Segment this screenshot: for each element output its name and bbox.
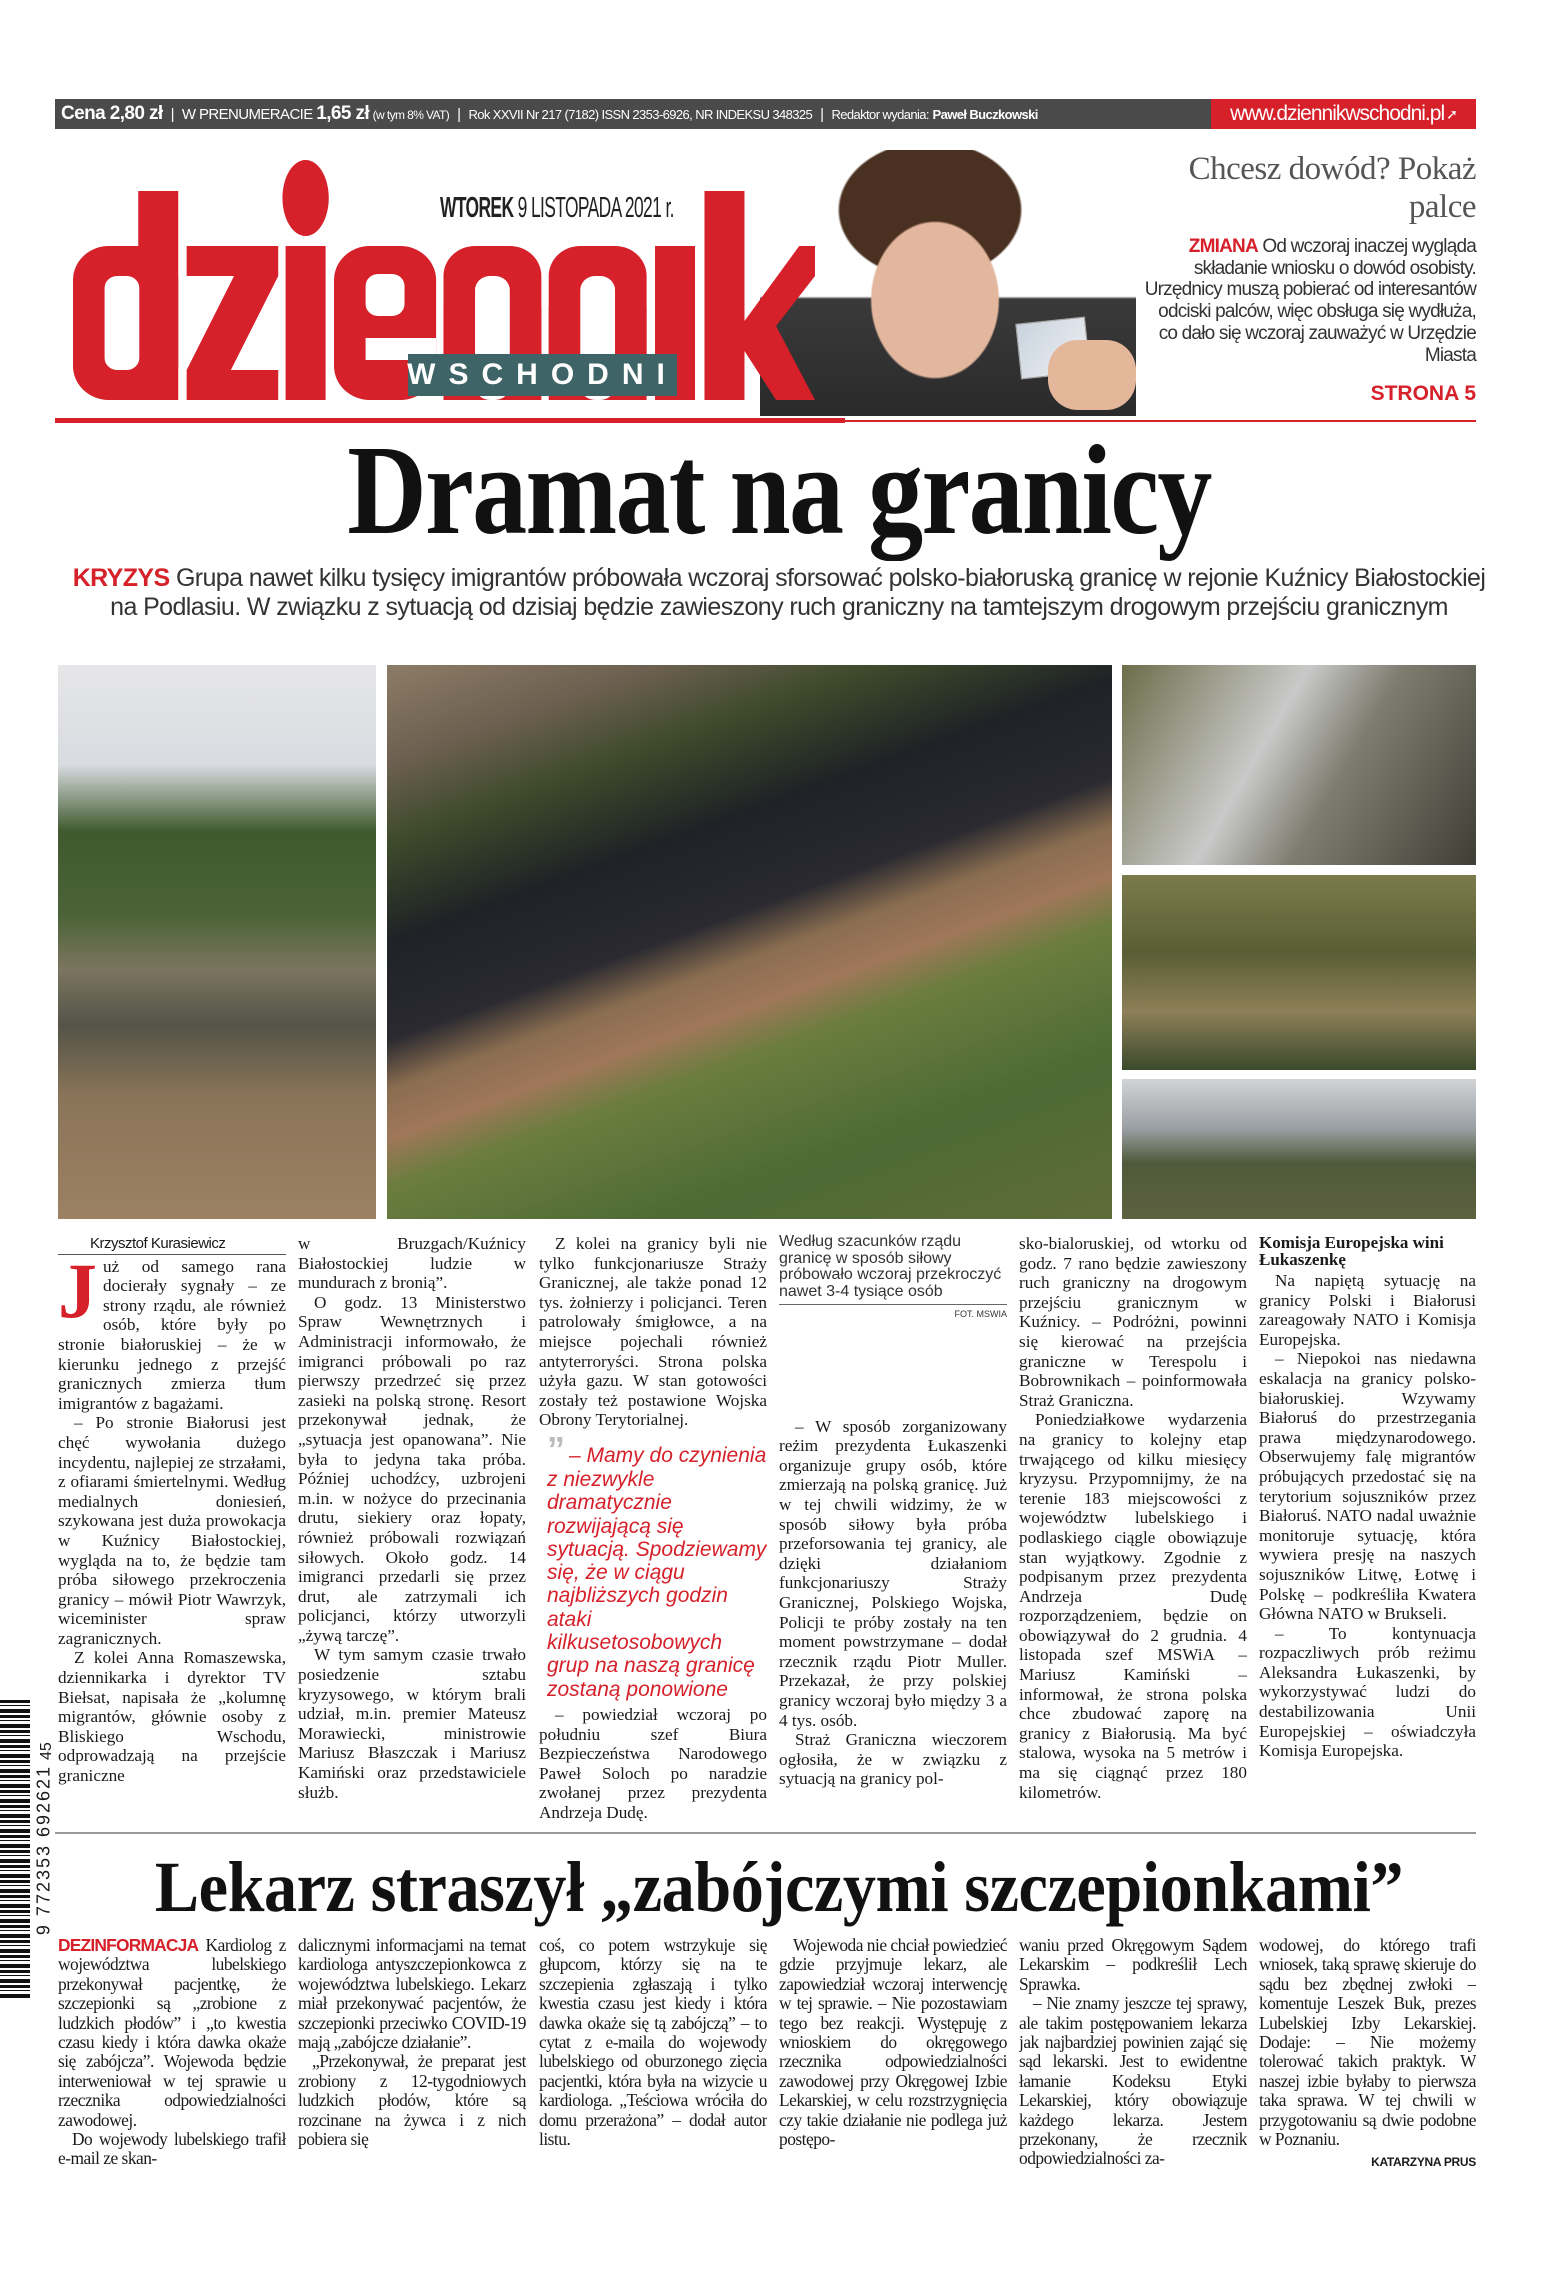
teaser[interactable] [1138, 150, 1476, 406]
drop-cap: J [58, 1246, 97, 1334]
paragraph: O godz. 13 Ministerstwo Spraw Wewnętrznych i Administracji informowało, że imigranci próbowali po raz pierwszy przedrzeć się przez zasieki na polską stronę. Resort przekonywał jednak, że „sytuacja jest opanowana”. Nie była to jedyna taka próba. Później uchodźcy, uzbrojeni m.in. w nożyce do przecinania drutu, siekiery oraz łopaty, również próbowali rozwiązań siłowych. Około godz. 14 imigranci przedarli się przez drut, ale zatrzymali ich policjanci, którzy utworzyli „żywą tarczę”. [298, 1292, 526, 1645]
teaser-kicker: ZMIANA [1188, 236, 1258, 257]
issue-number: Rok XXVII Nr 217 (7182) ISSN 2353-6926, NR INDEKSU 348325 [468, 107, 813, 122]
photo-soldiers-fence [1122, 1079, 1476, 1219]
main-headline: Dramat na granicy [347, 419, 1211, 561]
website-url: www.dziennikwschodni.pl [1230, 102, 1445, 125]
article-column-5 [1019, 1234, 1247, 1824]
paragraph: „Przekonywał, że preparat jest zrobiony z 12-tygodniowych ludzkich płodów, które są rozcinane na żywca i z nich pobiera się [298, 2051, 526, 2150]
article-column-2 [298, 1234, 526, 1824]
teaser-text [1138, 236, 1476, 366]
subscription-price: 1,65 zł [316, 103, 370, 124]
paragraph: – To kontynuacja rozpaczliwych prób reżimu Aleksandra Łukaszenki, by wykorzystywać ludzi do destabilizowania Unii Europejskiej – oświadczyła Komisja Europejska. [1259, 1623, 1476, 1761]
logo-subtitle: WSCHODNI [408, 354, 677, 396]
teaser-photo [760, 150, 1136, 416]
second-headline: Lekarz straszył „zabójczymi szczepionkami” [154, 1847, 1404, 1927]
paragraph: coś, co potem wstrzykuje się głupcom, którzy się na te szczepienia zgłaszają i tylko kwestia czasu jest kiedy i która dawka okaże się tą zabójczą” – to cytat z e-maila do wojewody lubelskiego od oburzonego zięcia pacjentki, która była na wizycie u kardiologa. „Teściowa wróciła do domu przerażona” – dodał autor listu. [539, 1936, 767, 2150]
second-column-4 [779, 1936, 1007, 2196]
paragraph: sko-bialoruskiej, od wtorku od godz. 7 rano będzie zawieszony ruch graniczny na drogowym przejściu granicznym w Kuźnicy. – Podróżni, powinni się kierować na przejścia graniczne w Terespolu i Bobrownikach – poinformowała Straż Graniczna. [1019, 1234, 1247, 1410]
paragraph: Wojewoda nie chciał powiedzieć gdzie przyjmuje lekarz, ale zapowiedział wczoraj interwencję w tej sprawie. – Nie pozostawiam tego bez reakcji. Występuję z wnioskiem do okręgowego rzecznika odpowiedzialności zawodowej przy Okręgowej Izbie Lekarskiej, w celu rozstrzygnięcia czy takie działanie nie podlega już postępo- [779, 1936, 1007, 2150]
paragraph: – Niepokoi nas niedawna eskalacja na granicy polsko-białoruskiej. Wzywamy Białoruś do przestrzegania prawa międzynarodowego. Obserwujemy falę migrantów próbujących przedostać się na terytorium sojuszników przez Białoruś. NATO nadal uważnie monitoruje sytuację, która wywiera presję na naszych sojuszników Litwę, Łotwę i Polskę – podkreśliła Kwatera Główna NATO w Brukseli. [1259, 1349, 1476, 1624]
paragraph: Do wojewody lubelskiego trafił e-mail ze skan- [58, 2129, 286, 2169]
top-info-bar [55, 99, 1476, 129]
paragraph: – W sposób zorganizowany reżim prezydenta Łukaszenki organizuje grupy osób, które zmierzają na polską granicę. Już w tej chwili widzimy, że w sposób siłowy była próba przeforsowania tej granicy, ale dzięki działaniom funkcjonariuszy Straży Granicznej, Polskiego Wojska, Policji te próby zostały na ten moment powstrzymane – dodał rzecznik rządu Piotr Muller. Przekazał, że przy polskiej granicy wczoraj było między 3 a 4 tys. osób. [779, 1416, 1007, 1730]
paragraph: uż od samego rana docierały sygnały – ze strony rządu, ale również osób, które były po stronie białoruskiej – że w kierunku jednego z przejść granicznych zmierza tłum imigrantów z bagażami. [58, 1256, 286, 1413]
paragraph: Na napiętą sytuację na granicy Polski i Białorusi zareagowały NATO i Komisja Europejska. [1259, 1271, 1476, 1349]
website-link[interactable] [1211, 99, 1476, 129]
second-column-2 [298, 1936, 526, 2196]
kicker: DEZINFORMACJA [58, 1936, 199, 1955]
second-column-1 [58, 1936, 286, 2196]
paragraph: Z kolei na granicy byli nie tylko funkcjonariusze Straży Granicznej, ale także ponad 12 tys. żołnierzy i policjanci. Teren patrolowały śmigłowce, a na miejsce pojechali również antyterroryści. Strona polska użyła gazu. W stan gotowości zostały też postawione Wojska Obrony Terytorialnej. [539, 1234, 767, 1430]
issue-info: Cena 2,80 zł | W PRENUMERACIE 1,65 zł (w tym 8% VAT) | Rok XXVII Nr 217 (7182) ISSN 2353-6926, NR INDEKSU 348325 | Redaktor wydania: Paweł Buczkowski [61, 103, 1038, 124]
paragraph: w Bruzgach/Kuźnicy Białostockiej ludzie w mundurach z bronią”. [298, 1234, 526, 1293]
issue-date [440, 192, 674, 225]
cursor-icon: ➚ [1446, 105, 1457, 122]
quote-mark-icon: ” [547, 1428, 565, 1470]
paragraph: – powiedział wczoraj po południu szef Biura Bezpieczeństwa Narodowego Paweł Soloch po naradzie zwołanej przez prezydenta Andrzeja Dudę. [539, 1704, 767, 1822]
editor-label: Redaktor wydania: [831, 107, 929, 122]
barcode-bars [0, 1700, 30, 2000]
photo-razor-wire [1122, 665, 1476, 865]
divider [55, 1832, 1476, 1834]
second-column-3 [539, 1936, 767, 2196]
lead-text: Grupa nawet kilku tysięcy imigrantów próbowała wczoraj sforsować polsko-białoruską granicę w rejonie Kuźnicy Białostockiej na Podlasiu. W związku z sytuacją od dzisiaj będzie zawieszony ruch graniczny na tamtejszym drogowym przejściu granicznym [110, 564, 1486, 621]
barcode-addon: 45 [38, 1742, 55, 1760]
barcode-digits: 9 772353 692621 [33, 1764, 54, 1936]
quote-text: – Mamy do czynienia z niezwykle dramatycznie rozwijającą się sytuacją. Spodziewamy się, że w ciągu najbliższych godzin ataki kilkusetosobowych grup na naszą granicę zostaną ponowione [547, 1443, 767, 1701]
paragraph: – Nie znamy jeszcze tej sprawy, ale takim postępowaniem lekarza jak najbardziej powinien zająć się sąd lekarski. Jest to ewidentne łamanie Kodeksu Etyki Lekarskiej, który obowiązuje każdego lekarza. Jestem przekonany, że rzecznik odpowiedzialności za- [1019, 1993, 1247, 2169]
photo-caption: Według szacunków rządu granicę w sposób siłowy próbowało wczoraj przekroczyć nawet 3-4 tysiące osób [779, 1234, 1007, 1305]
photo-credit: FOT. MSWIA [954, 1309, 1007, 1319]
second-column-5 [1019, 1936, 1247, 2196]
price: Cena 2,80 zł [61, 103, 163, 124]
photo-aerial-border-crowd [387, 665, 1112, 1219]
vat-note: (w tym 8% VAT) [372, 108, 450, 122]
byline: Krzysztof Kurasiewicz [58, 1234, 286, 1255]
photo-crowd-field [1122, 875, 1476, 1070]
editor-name: Paweł Buczkowski [932, 107, 1038, 122]
date: 9 LISTOPADA 2021 r. [517, 192, 674, 224]
paragraph [58, 1936, 286, 2130]
paragraph: W tym samym czasie trwało posiedzenie sztabu kryzysowego, w którym brali udział, m.in. premier Mateusz Morawiecki, ministrowie Mariusz Błaszczak i Mariusz Kamiński oraz przedstawiciele służb. [298, 1645, 526, 1802]
photo-soldiers-forest [58, 665, 376, 1219]
paragraph-text: Kardiolog z województwa lubelskiego przekonywał pacjentkę, że szczepionki są „zrobione z ludzkich płodów” i „to kwestia czasu kiedy i która dawka okaże się zabójcza”. Wojewoda będzie interweniował w tej sprawie u rzecznika odpowiedzialności zawodowej. [58, 1936, 286, 2130]
second-column-6 [1259, 1936, 1476, 2196]
teaser-title: Chcesz dowód? Pokaż palce [1188, 151, 1476, 225]
paragraph: dalicznymi informacjami na temat kardiologa antyszczepionkowca z województwa lubelskiego. Lekarz miał przekonywać pacjentów, że szczepionki przeciwko COVID-19 mają „zabójcze działanie”. [298, 1936, 526, 2053]
article-column-4 [779, 1234, 1007, 1824]
page-reference: STRONA 5 [1370, 382, 1476, 406]
article-column-6 [1259, 1234, 1476, 1824]
paragraph: – Po stronie Białorusi jest chęć wywołania dużego incydentu, najlepiej ze strzałami, z ofiarami śmiertelnymi. Według medialnych doniesień, szykowana jest duża prowokacja w Kuźnicy Białostockiej, wygląda na to, że będzie tam próba siłowego przekroczenia granicy – mówił Piotr Wawrzyk, wiceminister spraw zagranicznych. [58, 1413, 286, 1648]
subheading: Komisja Europejska wini Łukaszenkę [1259, 1234, 1444, 1269]
paragraph: Poniedziałkowe wydarzenia na granicy to kolejny etap trwającego od kilku miesięcy kryzysu. Przypomnijmy, że na terenie 183 miejscowości z województw lubelskiego i podlaskiego ciągle obowiązuje stan wyjątkowy. Zgodnie z podpisanym przez prezydenta Andrzeja Dudę rozporządzeniem, będzie on obowiązywał do 2 grudnia. 4 listopada szef MSWiA – Mariusz Kamiński – informował, że strona polska chce zbudować zaporę na granicy z Białorusią. Ma być stalowa, wysoka na 5 metrów i ma się ciągnąć przez 180 kilometrów. [1019, 1410, 1247, 1802]
article-column-3 [539, 1234, 767, 1830]
pull-quote [539, 1430, 767, 1705]
article-column-1 [58, 1234, 286, 1824]
paragraph: waniu przed Okręgowym Sądem Lekarskim – podkreślił Lech Sprawka. [1019, 1936, 1247, 1994]
paragraph: Z kolei Anna Romaszewska, dziennikarka i dyrektor TV Biełsat, napisała że „kolumnę migrantów, głównie osoby z Bliskiego Wschodu, odprowadzają na przejście graniczne [58, 1648, 286, 1786]
subscription-label: W PRENUMERACIE [181, 106, 313, 123]
hand [1048, 340, 1136, 410]
author: KATARZYNA PRUS [1371, 2155, 1476, 2170]
paragraph: Straż Graniczna wieczorem ogłosiła, że w związku z sytuacją na granicy pol- [779, 1730, 1007, 1789]
teaser-body: Od wczoraj inaczej wygląda składanie wniosku o dowód osobisty. Urzędnicy muszą pobierać od interesantów odciski palców, więc obsługa się wydłuża, co dało się wczoraj zauważyć w Urzędzie Miasta [1144, 236, 1476, 366]
lead-kicker: KRYZYS [72, 564, 170, 592]
barcode [0, 1700, 55, 2000]
main-lead [70, 564, 1488, 622]
paragraph: wodowej, do którego trafi wniosek, taką sprawę skieruje do sądu bez zbędnej zwłoki – komentuje Leszek Buk, prezes Lubelskiej Izby Lekarskiej. Dodaje: – Nie możemy tolerować takich praktyk. W naszej izbie byłaby to pierwsza taka sprawa. W tej chwili w przygotowaniu są dwie podobne w Poznaniu. [1259, 1936, 1476, 2150]
weekday: WTOREK [440, 192, 514, 224]
